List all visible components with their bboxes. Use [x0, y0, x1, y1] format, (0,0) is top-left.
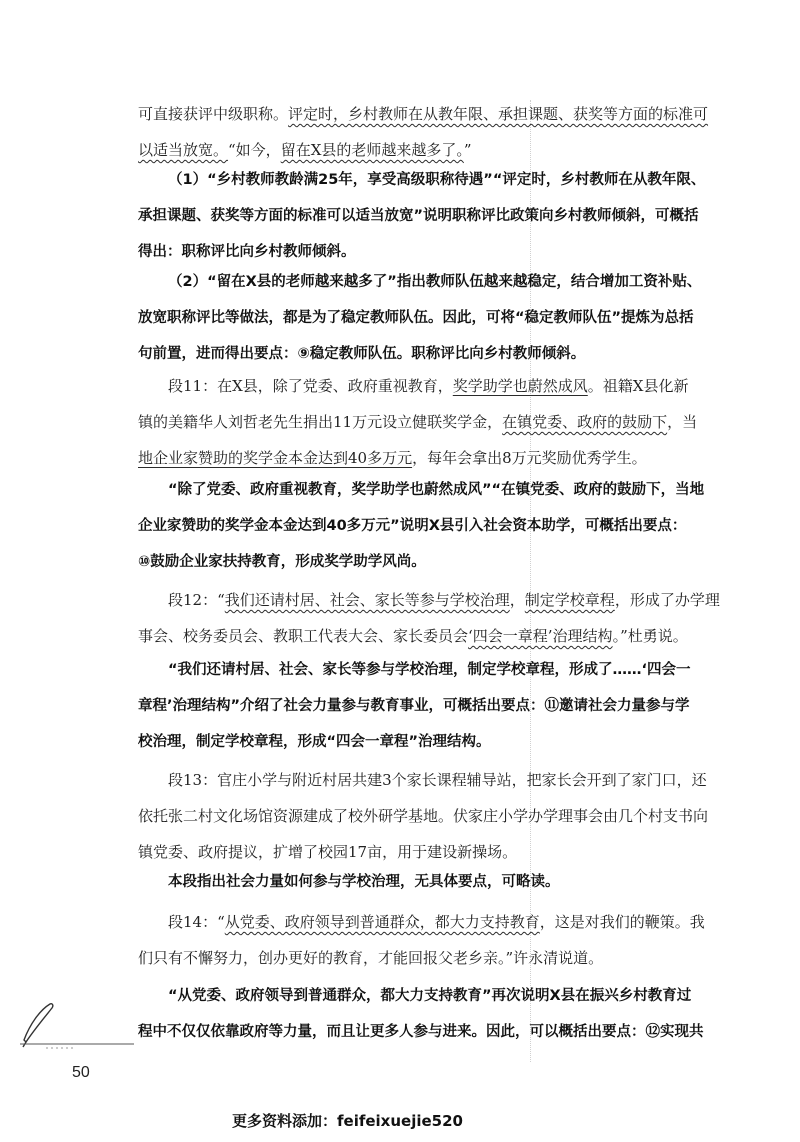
paragraph-original-text-14	[138, 904, 738, 976]
underlined-text: 我们还请村居、社会、家长等参与学校治理	[224, 591, 510, 609]
text-line	[138, 904, 738, 940]
paragraph-analysis-11	[138, 472, 738, 580]
footer-note: 更多资料添加：feifeixuejie520	[232, 1112, 463, 1130]
underlined-text: 制定学校章程	[524, 591, 615, 609]
underlined-text: 地企业家赞助的奖学金本金达到40多万元	[138, 449, 413, 467]
text-line	[138, 440, 738, 476]
text-span: ，	[509, 591, 525, 609]
text-span: 。”杜勇说。	[612, 627, 688, 645]
underlined-text: 在镇党委、政府的鼓励下	[502, 413, 668, 431]
pen-icon	[16, 1000, 146, 1050]
text-span: 段12：“	[168, 591, 225, 609]
paragraph-analysis-2	[138, 264, 738, 372]
paragraph-original-text-11	[138, 368, 738, 476]
text-line	[138, 404, 738, 440]
underlined-text: ‘四会一章程’治理结构	[468, 627, 613, 645]
text-span: 镇的美籍华人刘哲老先生捐出11万元设立健联奖学金，	[138, 413, 503, 431]
underlined-text: 奖学助学也蔚然成风	[452, 377, 588, 395]
underlined-text: 从党委、政府领导到普通群众，都大力支持教育	[224, 913, 540, 931]
text-span: ，形成了办学理	[614, 591, 720, 609]
text-line: 放宽职称评比等做法，都是为了稳定教师队伍。因此，可将“稳定教师队伍”提炼为总括	[138, 310, 694, 326]
text-span: ”	[463, 141, 472, 159]
text-span: ，这是对我们的鞭策。我	[539, 913, 705, 931]
text-span: 事会、校务委员会、教职工代表大会、家长委员会	[138, 627, 469, 645]
text-span: 。祖籍X县化新	[587, 377, 689, 395]
paragraph-original-text-12	[138, 582, 738, 654]
text-line: 段13：官庄小学与附近村居共建3个家长课程辅导站，把家长会开到了家门口，还	[168, 771, 707, 789]
text-line: 校治理，制定学校章程，形成“四会一章程”治理结构。	[138, 734, 491, 750]
text-line: 企业家赞助的奖学金本金达到40多万元”说明X县引入社会资本助学，可概括出要点：	[138, 518, 687, 534]
paragraph-original-text-13	[138, 762, 738, 870]
text-line	[138, 96, 738, 132]
text-line: 承担课题、获奖等方面的标准可以适当放宽”说明职称评比政策向乡村教师倾斜，可概括	[138, 208, 699, 224]
text-line: 们只有不懈努力，创办更好的教育，才能回报父老乡亲。”许永清说道。	[138, 949, 604, 967]
text-span: “如今，	[228, 141, 281, 159]
underlined-text: 评定时，乡村教师在从教年限、承担课题、获奖等方面的标准可	[288, 105, 709, 123]
text-line	[138, 618, 738, 654]
text-line: 依托张二村文化场馆资源建成了校外研学基地。伏家庄小学办学理事会由几个村支书向	[138, 807, 709, 825]
text-span: ，当	[667, 413, 698, 431]
text-line: （1）“乡村教师教龄满25年，享受高级职称待遇”“评定时，乡村教师在从教年限、	[168, 172, 706, 188]
text-line: ⑩鼓励企业家扶持教育，形成奖学助学风尚。	[138, 554, 426, 570]
paragraph-analysis-12	[138, 652, 738, 760]
page-number: 50	[72, 1064, 90, 1081]
text-span: 段14：“	[168, 913, 225, 931]
text-line	[138, 582, 738, 618]
paragraph-original-text-1	[138, 96, 738, 168]
text-line: 章程’治理结构”介绍了社会力量参与教育事业，可概括出要点：⑪邀请社会力量参与学	[138, 698, 690, 714]
text-line: 本段指出社会力量如何参与学校治理，无具体要点，可略读。	[168, 874, 560, 890]
text-line: 得出：职称评比向乡村教师倾斜。	[138, 244, 356, 260]
text-line: 镇党委、政府提议，扩增了校园17亩，用于建设新操场。	[138, 843, 518, 861]
text-line: “从党委、政府领导到普通群众，都大力支持教育”再次说明X县在振兴乡村教育过	[168, 988, 692, 1004]
paragraph-analysis-1	[138, 162, 738, 270]
text-span: ，每年会拿出8万元奖励优秀学生。	[412, 449, 647, 467]
text-line: （2）“留在X县的老师越来越多了”指出教师队伍越来越稳定，结合增加工资补贴、	[168, 274, 702, 290]
underlined-text: 以适当放宽。	[138, 141, 229, 159]
text-line	[138, 368, 738, 404]
underlined-text: 留在X县的老师越来越多了。	[280, 141, 464, 159]
text-line: “我们还请村居、社会、家长等参与学校治理，制定学校章程，形成了……‘四会一	[168, 662, 691, 678]
paragraph-analysis-14	[138, 978, 738, 1050]
text-line: 句前置，进而得出要点：⑨稳定教师队伍。职称评比向乡村教师倾斜。	[138, 346, 586, 362]
paragraph-analysis-13	[138, 864, 738, 900]
text-span: 段11：在X县，除了党委、政府重视教育，	[168, 377, 453, 395]
text-line: 程中不仅仅依靠政府等力量，而且让更多人参与进来。因此，可以概括出要点：⑫实现共	[138, 1024, 704, 1040]
text-span: 可直接获评中级职称。	[138, 105, 289, 123]
text-line: “除了党委、政府重视教育，奖学助学也蔚然成风”“在镇党委、政府的鼓励下，当地	[168, 482, 705, 498]
